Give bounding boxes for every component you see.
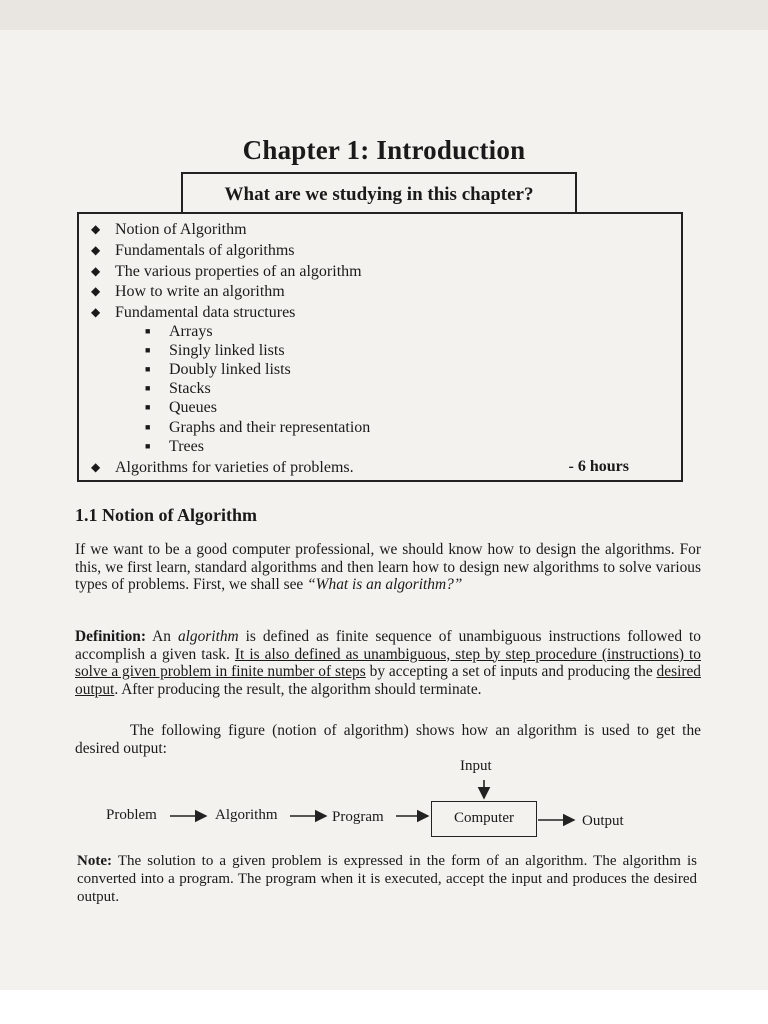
input-label: Input (460, 758, 492, 774)
square-bullet-icon: ■ (145, 402, 151, 412)
underlined-definition: It is also defined as unambiguous, step by step procedure (instructions) to solve a given problem in finite number of steps (75, 645, 701, 681)
topic-item: ◆ The various properties of an algorithm (91, 263, 362, 280)
square-bullet-icon: ■ (145, 326, 151, 336)
topic-item: ◆ Algorithms for varieties of problems. (91, 459, 354, 476)
data-structure-item: ■ Stacks (145, 380, 211, 397)
topics-box (77, 212, 683, 482)
diamond-bullet-icon: ◆ (91, 222, 101, 236)
output-label: Output (582, 813, 624, 829)
definition-paragraph: Definition: An algorithm is defined as finite sequence of unambiguous instructions followed to accomplish a given task. It is also defined as unambiguous, step by step procedure (instructions) to solve a given problem in finite number of steps by accepting a set of inputs and producing the desired output. After producing the result, the algorithm should terminate. (75, 628, 701, 698)
note-label: Note: (77, 853, 112, 869)
intro-question: “What is an algorithm?” (307, 576, 463, 594)
square-bullet-icon: ■ (145, 441, 151, 451)
data-structure-item: ■ Arrays (145, 323, 213, 340)
diamond-bullet-icon: ◆ (91, 305, 101, 319)
diagram-arrows (0, 750, 768, 850)
topic-item: ◆ Fundamentals of algorithms (91, 242, 295, 259)
figure-intro-paragraph: The following figure (notion of algorithm) shows how an algorithm is used to get the desired output: (75, 722, 701, 757)
square-bullet-icon: ■ (145, 422, 151, 432)
square-bullet-icon: ■ (145, 364, 151, 374)
diamond-bullet-icon: ◆ (91, 460, 101, 474)
program-label: Program (332, 809, 384, 825)
definition-label: Definition: (75, 628, 146, 645)
duration-label: - 6 hours (568, 458, 629, 475)
page-bottom-margin (0, 990, 768, 1024)
problem-label: Problem (106, 807, 157, 823)
computer-box: Computer (431, 801, 537, 837)
diamond-bullet-icon: ◆ (91, 264, 101, 278)
data-structure-item: ■ Doubly linked lists (145, 361, 291, 378)
underlined-output: desired output (75, 663, 701, 698)
intro-paragraph: If we want to be a good computer professional, we should know how to design the algorithms. For this, we first learn, standard algorithms and then learn how to design new algorithms to solve various types of problems. First, we shall see “What is an algorithm?” (75, 541, 701, 594)
algorithm-diagram (0, 750, 768, 850)
diamond-bullet-icon: ◆ (91, 284, 101, 298)
note-paragraph: Note: The solution to a given problem is expressed in the form of an algorithm. The algorithm is converted into a program. The program when it is executed, accept the input and produces the desired output. (77, 853, 697, 905)
topic-item: ◆ Fundamental data structures (91, 304, 296, 321)
square-bullet-icon: ■ (145, 383, 151, 393)
data-structure-item: ■ Singly linked lists (145, 342, 285, 359)
topic-item: ◆ How to write an algorithm (91, 283, 285, 300)
algorithm-label: Algorithm (215, 807, 278, 823)
square-bullet-icon: ■ (145, 345, 151, 355)
data-structure-item: ■ Graphs and their representation (145, 419, 371, 436)
data-structure-item: ■ Queues (145, 399, 217, 416)
study-heading: What are we studying in this chapter? (181, 172, 577, 212)
topic-item: ◆ Notion of Algorithm (91, 221, 247, 238)
diamond-bullet-icon: ◆ (91, 243, 101, 257)
data-structure-item: ■ Trees (145, 438, 204, 455)
chapter-title: Chapter 1: Introduction (242, 135, 526, 165)
section-heading: 1.1 Notion of Algorithm (75, 505, 257, 525)
